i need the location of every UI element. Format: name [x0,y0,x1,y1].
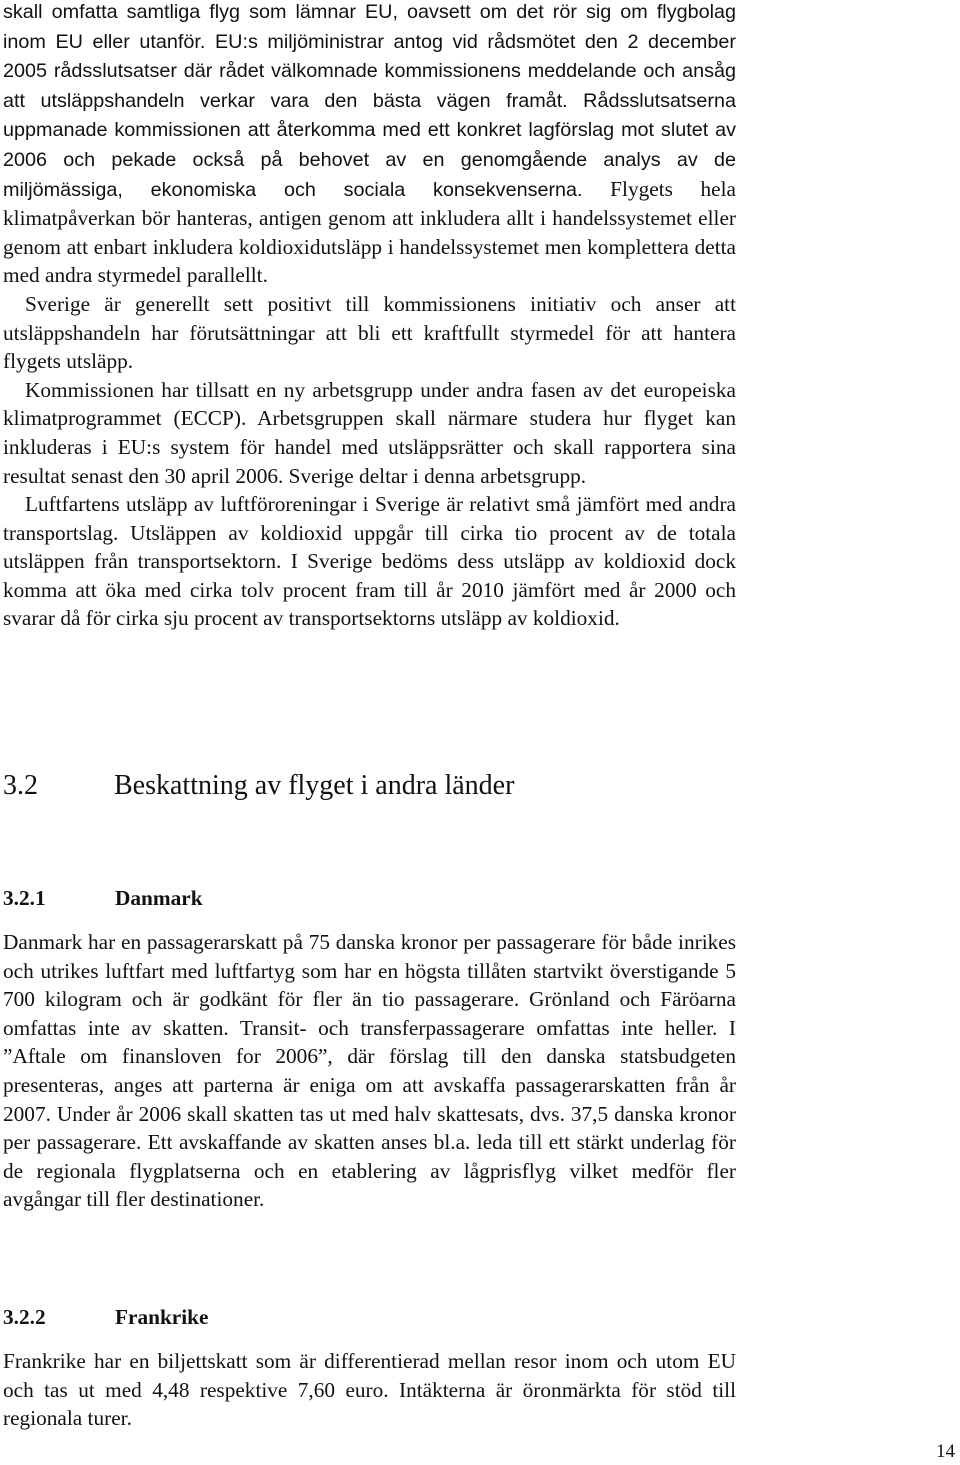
paragraph-working-group: Kommissionen har tillsatt en ny arbetsgrupp under andra fasen av det europeiska klimatprogrammet (ECCP). Arbetsgruppen skall närmare studera hur flyget kan inkluderas i EU:s system för handel med utsläppsrätter och skall rapportera sina resultat senast den 30 april 2006. Sverige deltar i denna arbetsgrupp. [3,377,736,488]
section-number: 3.2 [3,770,38,801]
subsection-title: Frankrike [115,1305,209,1329]
paragraph-eu-trading-serif-part: Flygets hela klimatpåverkan bör hanteras, antigen genom att inkludera allt i handelssystemet eller genom att enbart inkludera koldioxidutsläpp i handelssystemet men komplettera detta med andra styrmedel parallellt. [3,176,736,288]
paragraph-sweden-position: Sverige är generellt sett positivt till kommissionens initiativ och anser att utsläppshandeln har förutsättningar att bli ett kraftfullt styrmedel för att hantera flygets utsläpp. [3,291,736,374]
subsection-number: 3.2.1 [3,886,46,910]
subsection-body-france [3,1347,736,1433]
subsection-heading-denmark [3,884,203,912]
paragraph-france: Frankrike har en biljettskatt som är differentierad mellan resor inom och utom EU och tas ut med 4,48 respektive 7,60 euro. Intäkterna är öronmärkta för stöd till regionala turer. [3,1349,736,1431]
document-body [3,0,736,633]
paragraph-denmark: Danmark har en passagerarskatt på 75 danska kronor per passagerare för både inrikes och utrikes luftfart med luftfartyg som har en högsta tillåten startvikt överstigande 5 700 kilogram och är godkänt för fler än tio passagerare. Grönland och Färöarna omfattas inte av skatten. Transit- och transferpassagerare omfattas inte heller. I ”Aftale om finansloven for 2006”, där förslag till den danska statsbudgeten presenteras, anges att parterna är eniga om att avskaffa passagerarskatten från år 2007. Under år 2006 skall skatten tas ut med halv skattesats, dvs. 37,5 danska kronor per passagerare. Ett avskaffande av skatten anses bl.a. leda till ett stärkt underlag för de regionala flygplatserna och en etablering av lågprisflyg vilket medför fler avgångar till fler destinationer. [3,930,736,1212]
subsection-title: Danmark [115,886,203,910]
subsection-heading-france [3,1303,208,1331]
subsection-number: 3.2.2 [3,1305,46,1329]
paragraph-eu-trading [3,0,736,290]
section-heading [3,769,514,803]
section-title: Beskattning av flyget i andra länder [114,770,515,801]
paragraph-eu-trading-sans-part: skall omfatta samtliga flyg som lämnar EU, oavsett om det rör sig om flygbolag inom EU eller utanför. EU:s miljöministrar antog vid rådsmötet den 2 december 2005 rådsslutsatser där rådet välkomnade kommissionens meddelande och ansåg att utsläppshandeln verkar vara den bästa vägen framåt. Rådsslutsatserna uppmanade kommissionen att återkomma med ett konkret lagförslag mot slutet av 2006 och pekade också på behovet av en genomgående analys av de miljömässiga, ekonomiska och sociala konsekvenserna. [3,1,736,201]
paragraph-emissions: Luftfartens utsläpp av luftföroreningar i Sverige är relativt små jämfört med andra transportslag. Utsläppen av koldioxid uppgår till cirka tio procent av de totala utsläppen från transportsektorn. I Sverige bedöms dess utsläpp av koldioxid dock komma att öka med cirka tolv procent fram till år 2010 jämfört med år 2000 och svarar då för cirka sju procent av transportsektorns utsläpp av koldioxid. [3,492,736,631]
page-number: 14 [936,1441,955,1462]
subsection-body-denmark [3,928,736,1214]
